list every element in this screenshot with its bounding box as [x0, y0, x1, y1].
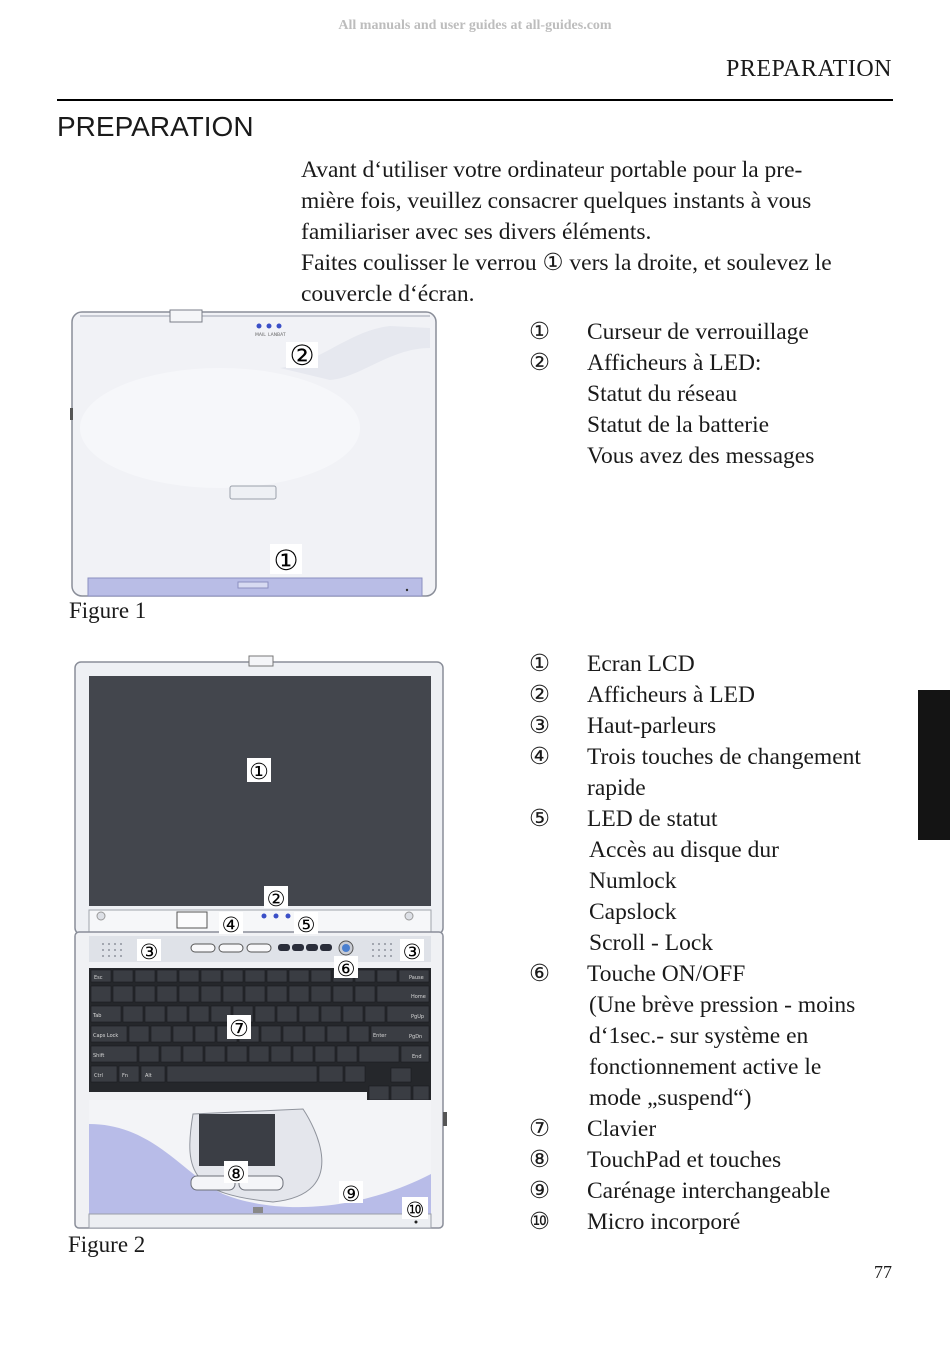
legend-item — [528, 711, 918, 742]
legend-text: Trois touches de changement — [587, 744, 861, 770]
legend-number: ⑨ — [529, 1178, 551, 1204]
legend-item — [528, 680, 918, 711]
legend-number: ⑧ — [529, 1147, 551, 1173]
callout-4: ④ — [221, 913, 241, 937]
key-label: PgDn — [409, 1034, 423, 1040]
key-label: Ctrl — [94, 1073, 103, 1079]
legend-text: LED de statut — [587, 806, 718, 832]
legend-subitem: fonctionnement active le — [589, 1054, 822, 1080]
legend-subitem: d‘1sec.- sur système en — [589, 1023, 809, 1049]
touchpad — [199, 1114, 275, 1166]
legend-text: Afficheurs à LED — [587, 682, 755, 708]
figure1-legend — [528, 317, 908, 472]
key-label: Enter — [373, 1033, 387, 1039]
callout-5: ⑤ — [296, 913, 316, 937]
legend-item — [528, 1207, 918, 1238]
legend-text: Curseur de verrouillage — [587, 319, 809, 345]
header-rule — [57, 99, 893, 101]
legend-subitem: (Une brève pression - moins — [589, 992, 856, 1018]
running-header: PREPARATION — [726, 56, 892, 82]
intro-line: familiariser avec ses divers éléments. — [301, 219, 652, 245]
intro-line: couvercle d‘écran. — [301, 281, 475, 307]
legend-number: ① — [529, 319, 551, 345]
callout-7: ⑦ — [229, 1017, 249, 1042]
key-label: Shift — [93, 1053, 105, 1059]
legend-item — [528, 1114, 918, 1145]
legend-subitem: Capslock — [589, 899, 677, 925]
key-label: End — [412, 1054, 422, 1060]
key-label: Alt — [145, 1073, 152, 1079]
legend-subitem: Numlock — [589, 868, 677, 894]
legend-number: ⑤ — [529, 806, 551, 832]
callout-1: ① — [249, 760, 269, 785]
led-label: LAN — [268, 333, 278, 338]
legend-number: ③ — [529, 713, 551, 739]
key-label: Fn — [122, 1073, 129, 1079]
legend-item — [528, 317, 908, 348]
intro-line: mière fois, veuillez consacrer quelques instants à vous — [301, 188, 812, 214]
key-label: Esc — [94, 975, 103, 981]
key-label: Tab — [93, 1013, 102, 1019]
key-label: Caps Lock — [93, 1033, 119, 1039]
intro-paragraph — [301, 155, 901, 310]
callout-9: ⑨ — [341, 1182, 361, 1206]
legend-subitem: Accès au disque dur — [589, 837, 779, 863]
legend-continuation: rapide — [587, 775, 646, 801]
callout-1: ① — [273, 544, 299, 577]
legend-item — [528, 959, 918, 990]
figure2-caption: Figure 2 — [68, 1232, 146, 1257]
legend-item — [528, 1145, 918, 1176]
legend-text: Micro incorporé — [587, 1209, 741, 1235]
figure2-open-laptop — [73, 654, 447, 1232]
callout-3-right: ③ — [402, 940, 422, 964]
callout-8: ⑧ — [226, 1162, 246, 1186]
legend-subitem: mode „suspend“) — [589, 1085, 752, 1111]
legend-text: Haut-parleurs — [587, 713, 717, 739]
legend-text: Touche ON/OFF — [587, 961, 746, 987]
led-label: MAIL — [255, 333, 266, 338]
watermark: All manuals and user guides at all-guides.com — [338, 18, 612, 33]
legend-number: ⑥ — [529, 961, 551, 987]
page-number: 77 — [874, 1262, 892, 1282]
intro-line: Avant d‘utiliser votre ordinateur portable pour la pre- — [301, 157, 803, 183]
callout-3-left: ③ — [139, 940, 159, 964]
callout-6: ⑥ — [336, 957, 356, 981]
callout-2: ② — [266, 887, 286, 911]
legend-number: ① — [529, 651, 551, 677]
key-label: PgUp — [411, 1014, 425, 1020]
legend-text: Ecran LCD — [587, 651, 695, 677]
legend-subitem: Vous avez des messages — [587, 443, 815, 469]
legend-number: ④ — [529, 744, 551, 770]
legend-text: Carénage interchangeable — [587, 1178, 831, 1204]
legend-item — [528, 804, 918, 835]
figure1-closed-laptop — [70, 308, 440, 603]
lcd-screen — [89, 676, 431, 906]
callout-10: ⑩ — [405, 1198, 425, 1222]
figure2-legend — [528, 649, 918, 1238]
led-label: BAT — [277, 333, 286, 338]
legend-number: ② — [529, 350, 551, 376]
legend-number: ② — [529, 682, 551, 708]
key-label: Pause — [409, 975, 424, 981]
legend-text: Afficheurs à LED: — [587, 350, 762, 376]
legend-item — [528, 742, 918, 773]
legend-subitem: Statut du réseau — [587, 381, 738, 407]
figure1-caption: Figure 1 — [69, 598, 147, 623]
page-title: PREPARATION — [57, 111, 254, 142]
intro-line: Faites coulisser le verrou ① vers la droite, et soulevez le — [301, 250, 832, 276]
section-thumb-tab — [918, 690, 950, 840]
legend-item — [528, 1176, 918, 1207]
legend-number: ⑩ — [529, 1209, 551, 1235]
legend-text: TouchPad et touches — [587, 1147, 782, 1173]
legend-subitem: Scroll - Lock — [589, 930, 713, 956]
legend-number: ⑦ — [529, 1116, 551, 1142]
callout-2: ② — [289, 339, 315, 372]
legend-item — [528, 348, 908, 379]
legend-item — [528, 649, 918, 680]
key-label: Home — [411, 994, 426, 1000]
legend-subitem: Statut de la batterie — [587, 412, 770, 438]
legend-text: Clavier — [587, 1116, 657, 1142]
